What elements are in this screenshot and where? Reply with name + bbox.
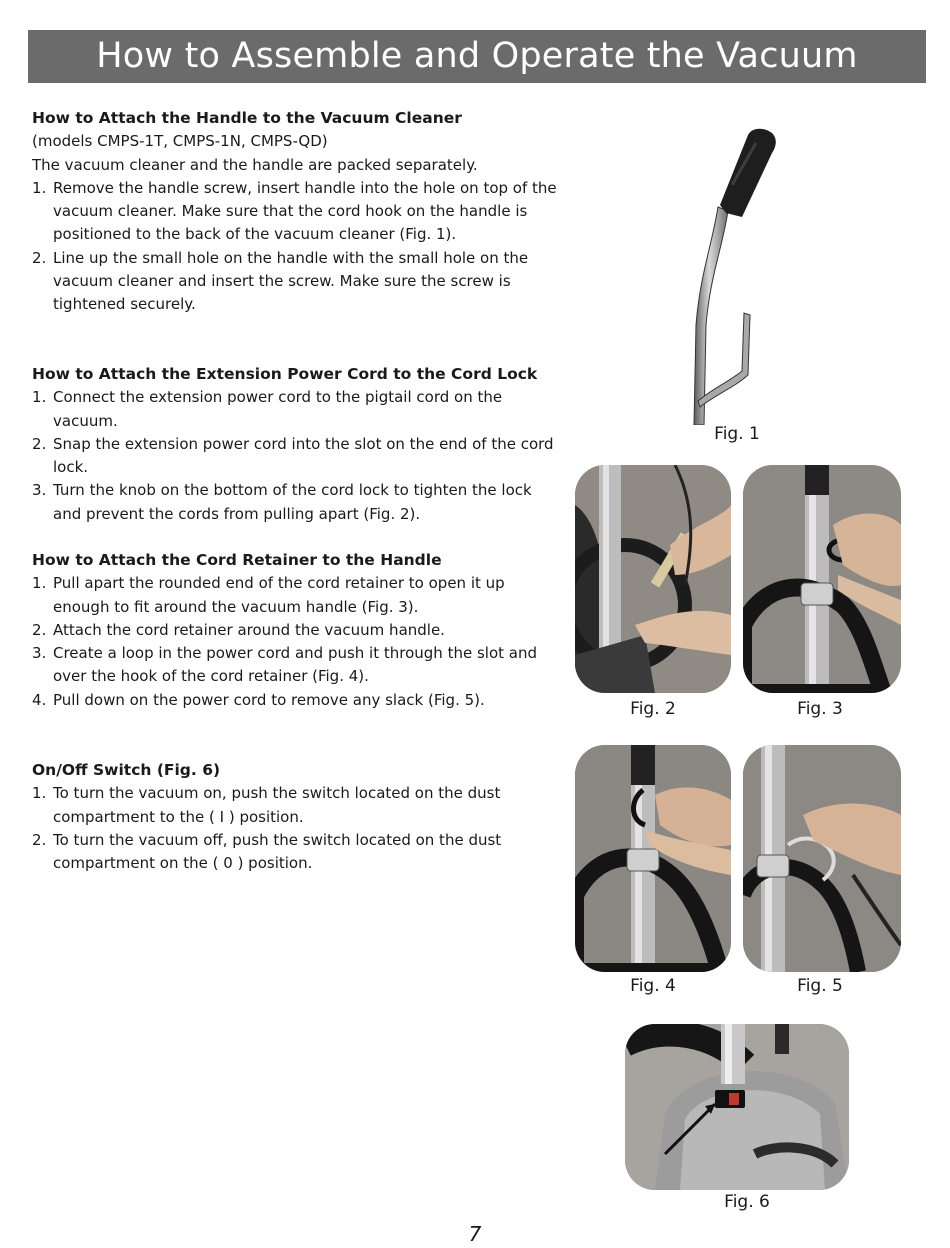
list-item: 2. Attach the cord retainer around the vacuum handle.	[32, 620, 445, 639]
section-heading: How to Attach the Extension Power Cord to the Cord Lock	[32, 365, 538, 383]
fig-3-photo	[743, 465, 901, 693]
page-number: 7	[468, 1222, 482, 1246]
fig-2-caption: Fig. 2	[630, 699, 676, 719]
list-item: 4. Pull down on the power cord to remove any slack (Fig. 5).	[32, 690, 485, 709]
list-item: 1. Connect the extension power cord to the pigtail cord on the vacuum.	[32, 388, 503, 430]
section-cord-retainer	[32, 549, 562, 712]
list-item: 2. To turn the vacuum off, push the switch located on the dust compartment on the ( 0 ) position.	[32, 830, 502, 873]
section-on-off-switch	[32, 759, 562, 875]
fig-5-caption: Fig. 5	[797, 976, 843, 996]
steps-list	[32, 572, 562, 712]
steps-list	[32, 386, 562, 526]
fig-5-photo	[743, 745, 901, 972]
section-heading: How to Attach the Cord Retainer to the Handle	[32, 551, 442, 569]
fig-4-photo	[575, 745, 731, 972]
fig-1-caption: Fig. 1	[714, 424, 760, 444]
page-title: How to Assemble and Operate the Vacuum	[28, 30, 926, 83]
fig-6-photo	[625, 1024, 849, 1190]
models-note: (models CMPS-1T, CMPS-1N, CMPS-QD)	[32, 132, 328, 151]
steps-list	[32, 177, 562, 317]
list-item: 1. Pull apart the rounded end of the cord retainer to open it up enough to fit around the vacuum handle (Fig. 3).	[32, 574, 505, 616]
section-attach-handle	[32, 107, 562, 317]
intro-text: The vacuum cleaner and the handle are packed separately.	[32, 155, 478, 174]
fig-3-caption: Fig. 3	[797, 699, 843, 719]
steps-list	[32, 782, 562, 875]
section-heading: How to Attach the Handle to the Vacuum Cleaner	[32, 109, 462, 127]
list-item: 3. Create a loop in the power cord and push it through the slot and over the hook of the cord retainer (Fig. 4).	[32, 644, 537, 686]
fig-2-photo	[575, 465, 731, 693]
fig-4-caption: Fig. 4	[630, 976, 676, 996]
list-item: 3. Turn the knob on the bottom of the cord lock to tighten the lock and prevent the cords from pulling apart (Fig. 2).	[32, 481, 532, 523]
list-item: 2. Line up the small hole on the handle with the small hole on the vacuum cleaner and insert the screw. Make sure the screw is tightened securely.	[32, 248, 529, 314]
section-extension-cord	[32, 363, 562, 526]
section-heading: On/Off Switch (Fig. 6)	[32, 761, 221, 779]
handle-photo	[660, 125, 800, 425]
list-item: 2. Snap the extension power cord into the slot on the end of the cord lock.	[32, 434, 554, 477]
list-item: 1. To turn the vacuum on, push the switch located on the dust compartment to the ( I ) position.	[32, 784, 501, 826]
fig-6-caption: Fig. 6	[724, 1192, 770, 1212]
list-item: 1. Remove the handle screw, insert handle into the hole on top of the vacuum cleaner. Make sure that the cord hook on the handle is positioned to the back of the vacuum cleaner (Fig. 1).	[32, 178, 557, 244]
